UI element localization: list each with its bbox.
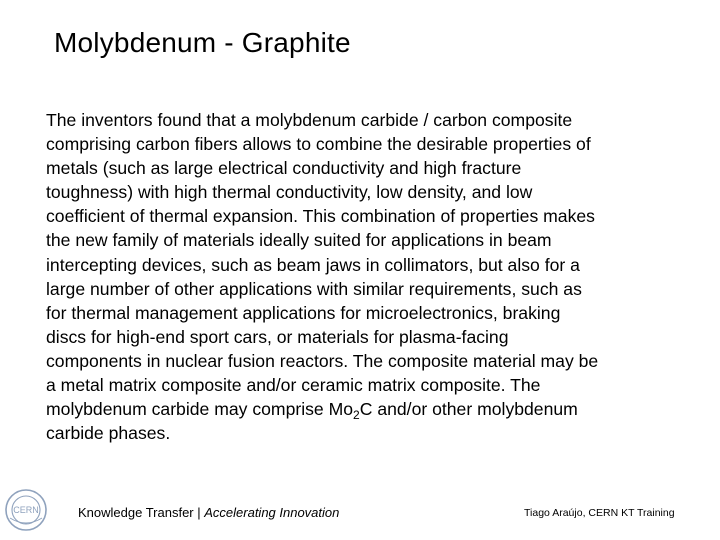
formula-prefix: molybdenum carbide may comprise Mo [46, 399, 354, 420]
formula-subscript: 2 [353, 408, 360, 423]
footer-tagline-plain: Knowledge Transfer | [78, 505, 205, 520]
body-paragraph [46, 108, 686, 445]
footer-tagline [78, 505, 339, 520]
body-line: toughness) with high thermal conductivity, low density, and low [46, 182, 533, 203]
logo-text: CERN [13, 505, 39, 515]
body-line: components in nuclear fusion reactors. The composite material may be [46, 350, 599, 371]
body-line: a metal matrix composite and/or ceramic matrix composite. The [46, 375, 541, 396]
body-line: coefficient of thermal expansion. This combination of properties makes [46, 206, 595, 227]
cern-logo-icon [4, 488, 48, 532]
slide-title: Molybdenum - Graphite [54, 27, 351, 58]
body-line: carbide phases. [46, 423, 171, 444]
body-line: for thermal management applications for microelectronics, braking [46, 302, 561, 323]
body-line: The inventors found that a molybdenum carbide / carbon composite [46, 110, 573, 130]
footer-tagline-italic: Accelerating Innovation [204, 505, 340, 520]
footer-author: Tiago Araújo, CERN KT Training [524, 507, 675, 519]
body-line: discs for high-end sport cars, or materials for plasma-facing [46, 326, 509, 347]
body-line: the new family of materials ideally suited for applications in beam [46, 230, 552, 251]
body-line: comprising carbon fibers allows to combine the desirable properties of [46, 134, 591, 155]
body-line: metals (such as large electrical conductivity and high fracture [46, 158, 522, 179]
body-line: large number of other applications with similar requirements, such as [46, 278, 582, 299]
formula-suffix: C and/or other molybdenum [359, 399, 578, 420]
body-line: intercepting devices, such as beam jaws in collimators, but also for a [46, 254, 580, 275]
body-line-formula [46, 397, 686, 421]
